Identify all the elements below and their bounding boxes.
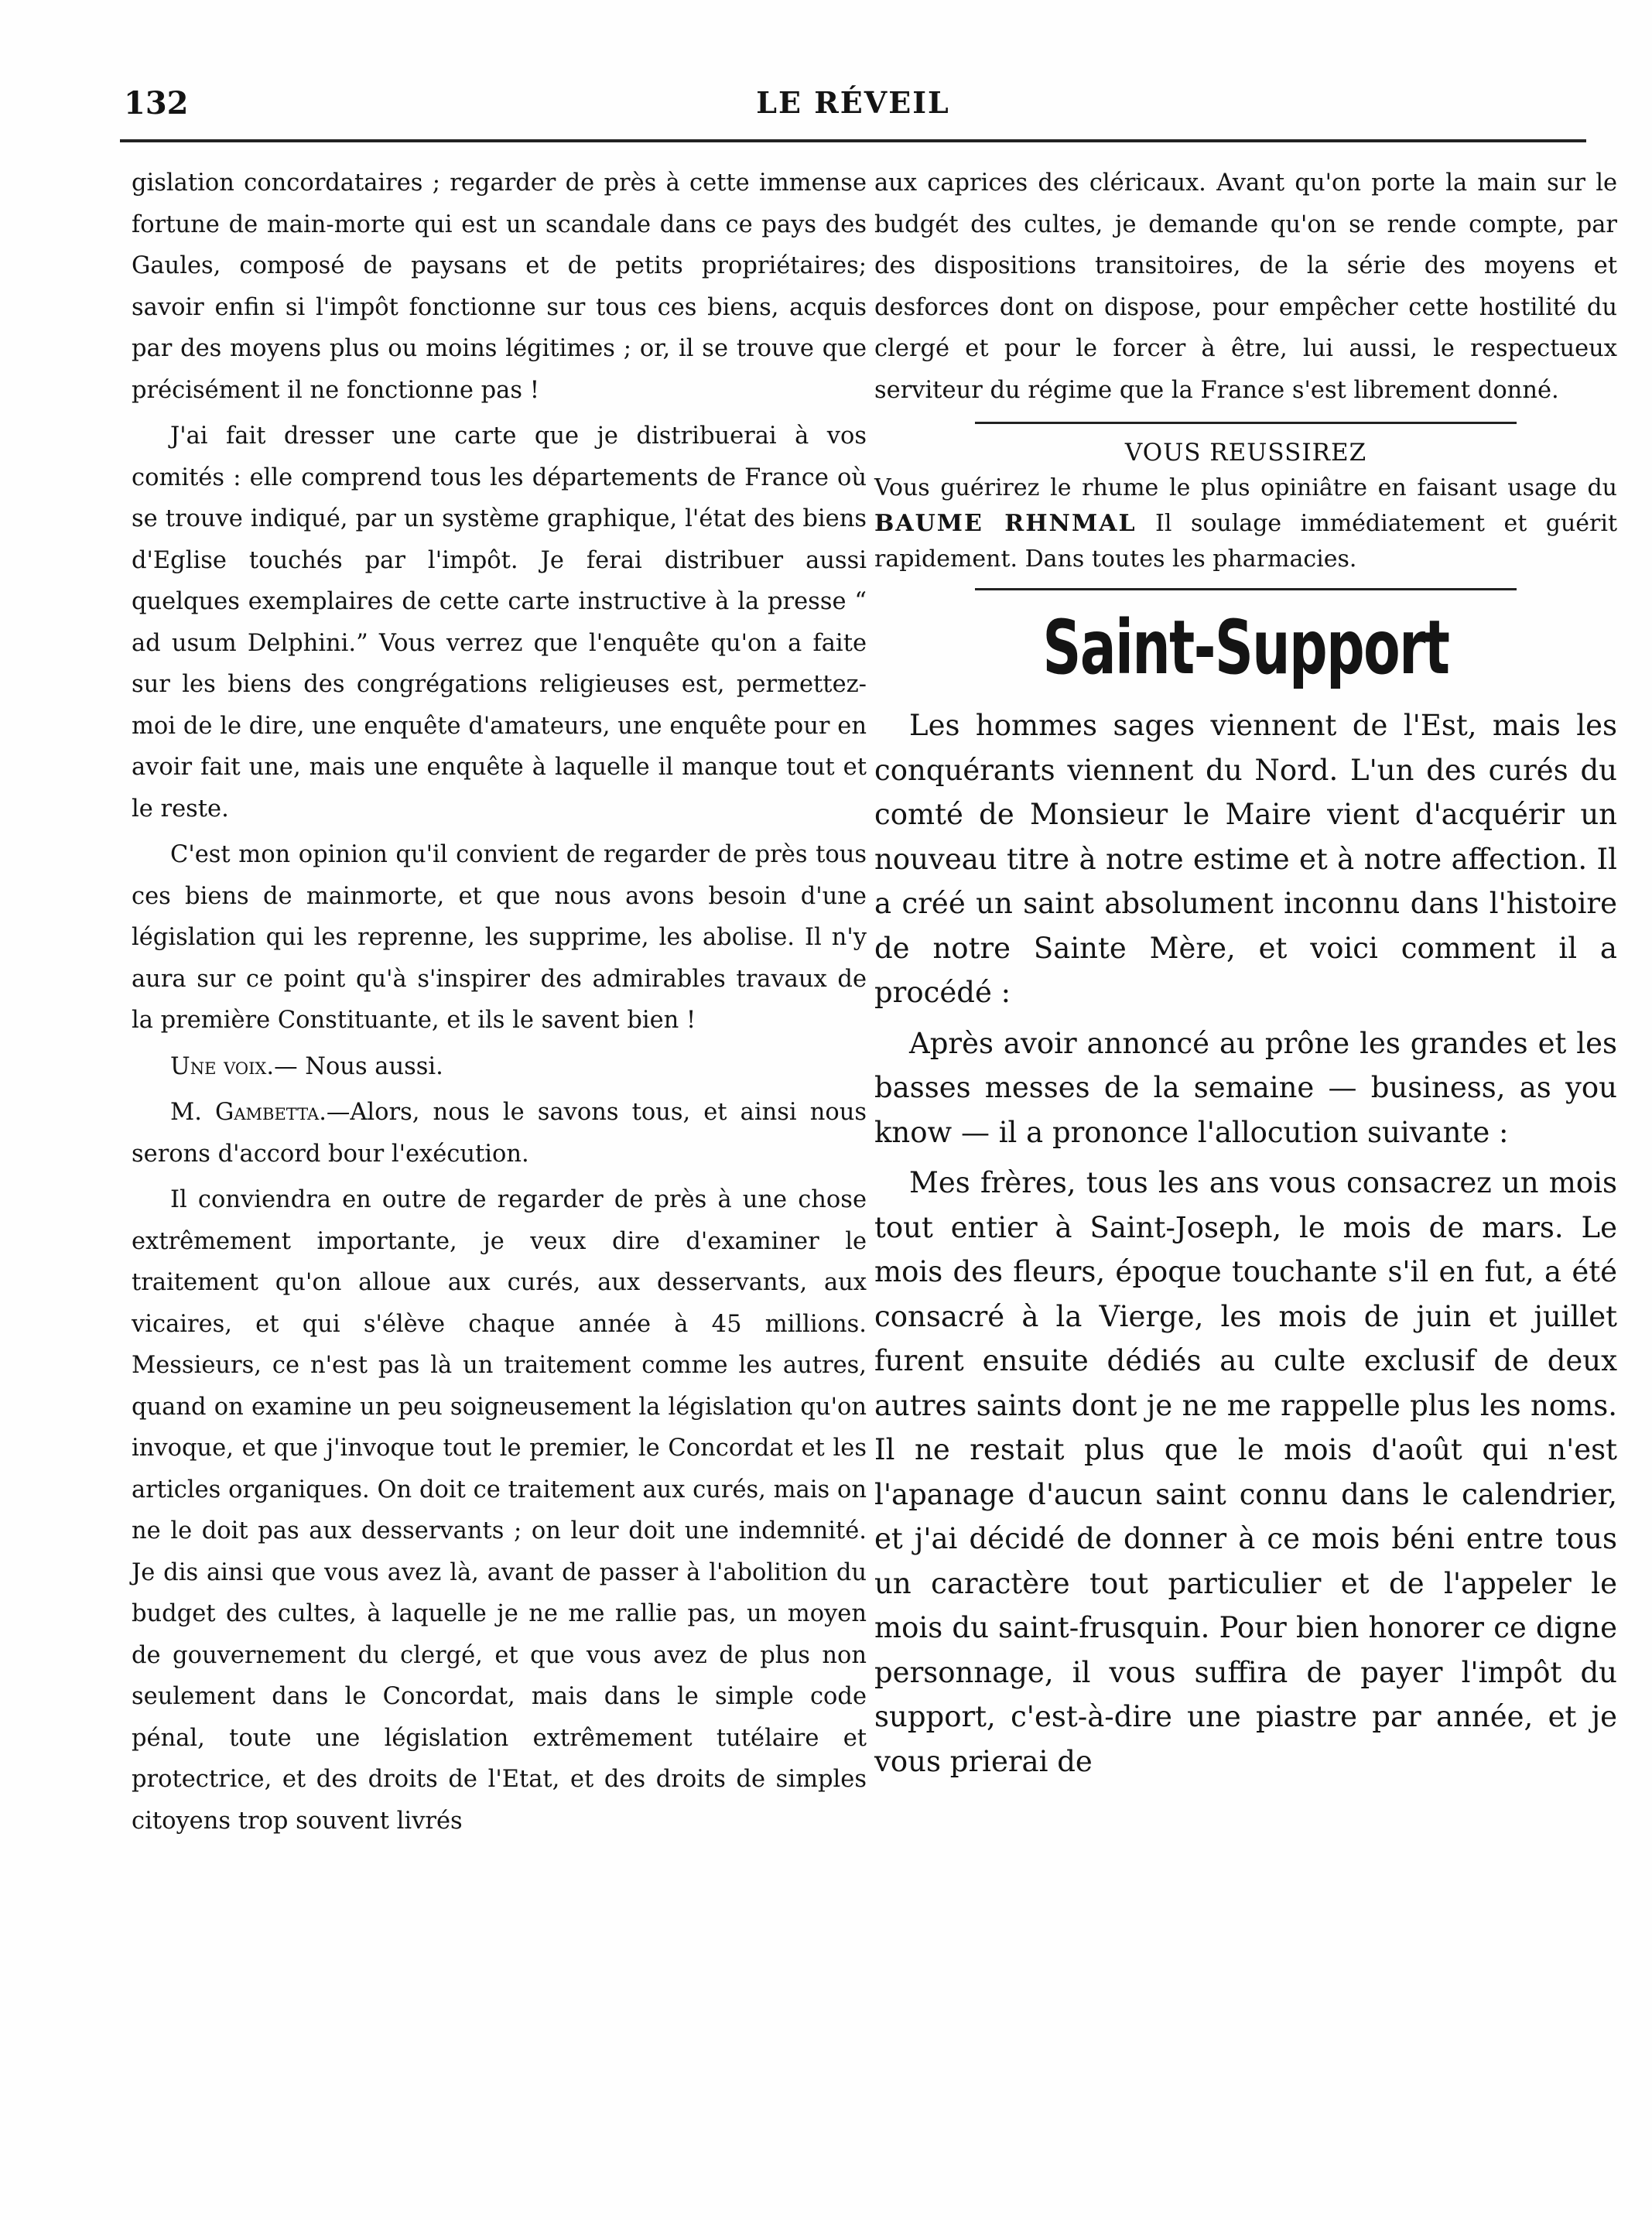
speaker-text: —Alors, nous le savons tous, et ainsi nous serons d'accord bour l'exécution.	[132, 1099, 867, 1168]
article-title: Saint-Support	[1042, 604, 1449, 691]
paragraph: gislation concordataires ; regarder de près à cette immense fortune de main-morte qui est un scandale dans ce pays des Gaules, composé de paysans et de petits propriétaires; savoir enfin si l'impôt fonctionne sur tous ces biens, acquis par des moyens plus ou moins légitimes ; or, il se trouve que précisément il ne fonctionne pas !	[132, 169, 867, 404]
paragraph: Il conviendra en outre de regarder de près à une chose extrêmement importante, je veux dire d'examiner le traitement qu'on alloue aux curés, aux desservants, aux vicaires, et qui s'élève chaque année à 45 millions. Messieurs, ce n'est pas là un traitement comme les autres, quand on examine un peu soigneusement la législation qu'on invoque, et que j'invoque tout le premier, le Concordat et les articles organiques. On doit ce traitement aux curés, mais on ne le doit pas aux desservants ; on leur doit une indemnité. Je dis ainsi que vous avez là, avant de passer à l'abolition du budget des cultes, à laquelle je ne me rallie pas, un moyen de gouvernement du clergé, et que vous avez de plus non seulement dans le Concordat, mais dans le simple code pénal, toute une législation extrêmement tutélaire et protectrice, et des droits de l'Etat, et des droits de simples citoyens trop souvent livrés	[132, 1186, 867, 1835]
page-header	[124, 85, 1582, 139]
advertisement	[874, 435, 1617, 577]
paragraph: C'est mon opinion qu'il convient de regarder de près tous ces biens de mainmorte, et que nous avons besoin d'une législation qui les reprenne, les supprime, les abolise. Il n'y aura sur ce point qu'à s'inspirer des admirables travaux de la première Constituante, et ils le savent bien !	[132, 841, 867, 1034]
article-paragraph: Les hommes sages viennent de l'Est, mais les conquérants viennent du Nord. L'un des curés du comté de Monsieur le Maire vient d'acquérir un nouveau titre à notre estime et à notre affection. Il a créé un saint absolument inconnu dans l'histoire de notre Sainte Mère, et voici comment il a procédé :	[874, 709, 1617, 1009]
ad-headline: VOUS REUSSIREZ	[1124, 439, 1367, 467]
left-column	[132, 162, 867, 1846]
article	[874, 601, 1617, 1784]
dialogue-line	[132, 1092, 867, 1175]
article-paragraph: Après avoir annoncé au prône les grandes et les basses messes de la semaine — business, as you know — il a prononce l'allocution suivante :	[874, 1026, 1617, 1149]
page-number: 132	[124, 85, 189, 121]
running-title: LE RÉVEIL	[756, 85, 950, 120]
speaker-name: M. Gambetta.	[170, 1099, 327, 1126]
paragraph: J'ai fait dresser une carte que je distribuerai à vos comités : elle comprend tous les départements de France où se trouve indiqué, par un système graphique, l'état des biens d'Eglise touchés par l'impôt. Je ferai distribuer aussi quelques exemplaires de cette carte instructive à la presse “ ad usum Delphini.” Vous verrez que l'enquête qu'on a faite sur les biens des congrégations religieuses est, permettez-moi de le dire, une enquête d'amateurs, une enquête pour en avoir fait une, mais une enquête à laquelle il manque tout et le reste.	[132, 422, 867, 823]
dialogue-line	[132, 1046, 867, 1088]
ad-bottom-rule	[975, 588, 1517, 590]
ad-text-before: Vous guérirez le rhume le plus opiniâtre en faisant usage du	[874, 474, 1617, 501]
ad-product-name: BAUME RHNMAL	[874, 510, 1137, 537]
right-column	[874, 162, 1617, 1790]
article-paragraph: Mes frères, tous les ans vous consacrez un mois tout entier à Saint-Joseph, le mois de mars. Le mois des fleurs, époque touchante s'il en fut, a été consacré à la Vierge, les mois de juin et juillet furent ensuite dédiés au culte exclusif de deux autres saints dont je ne me rappelle plus les noms. Il ne restait plus que le mois d'août qui n'est l'apanage d'aucun saint connu dans le calendrier, et j'ai décidé de donner à ce mois béni entre tous un caractère tout particulier et de l'appeler le mois du saint-frusquin. Pour bien honorer ce digne personnage, il vous suffira de payer l'impôt du support, c'est-à-dire une piastre par année, et je vous prierai de	[874, 1166, 1617, 1778]
ad-top-rule	[975, 422, 1517, 424]
ad-body	[874, 470, 1617, 577]
speaker-name: Une voix.	[170, 1052, 275, 1080]
paragraph: aux caprices des cléricaux. Avant qu'on porte la main sur le budgét des cultes, je demande qu'on se rende compte, par des dispositions transitoires, de la série des moyens et desforces dont on dispose, pour empêcher cette hostilité du clergé et pour le forcer à être, lui aussi, le respectueux serviteur du régime que la France s'est librement donné.	[874, 169, 1617, 404]
header-rule	[120, 139, 1586, 142]
ad-text-after: Il soulage immédiatement et guérit rapidement. Dans toutes les pharmacies.	[874, 510, 1618, 573]
speaker-text: — Nous aussi.	[274, 1052, 443, 1080]
